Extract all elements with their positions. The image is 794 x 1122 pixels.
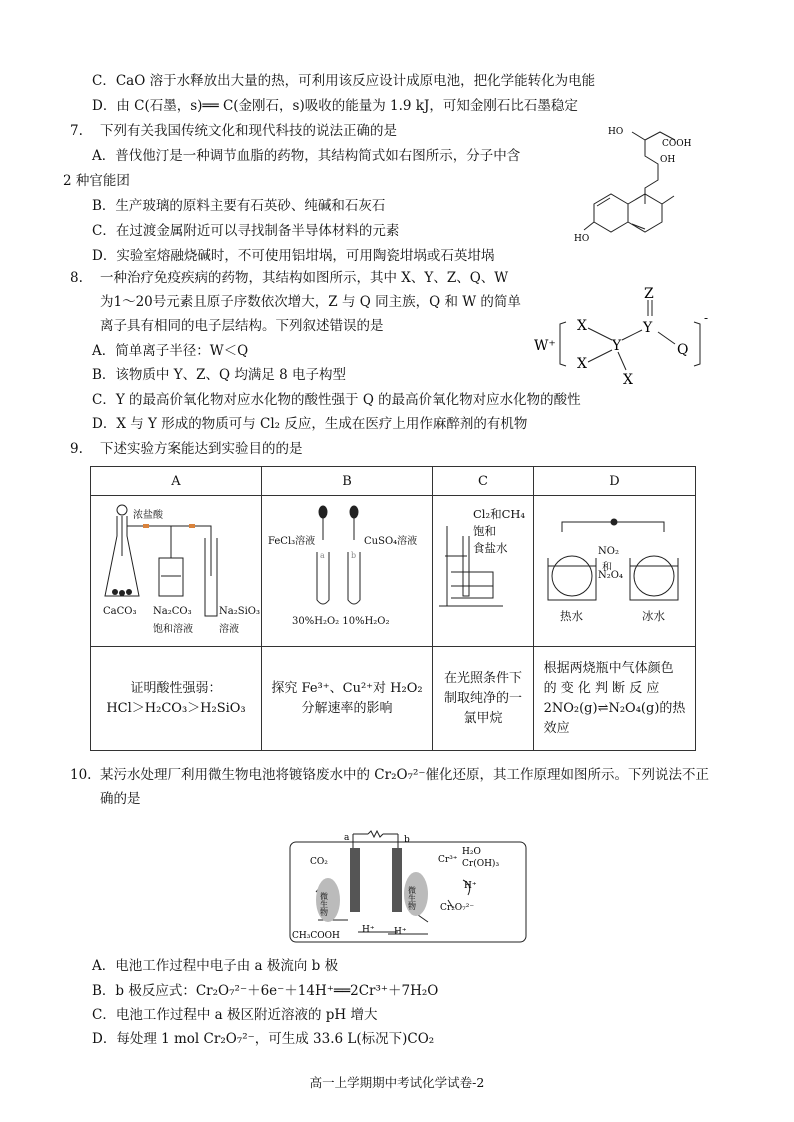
q9-header-d: D (534, 467, 696, 496)
label-hot-water: 热水 (560, 609, 583, 623)
structure-ho-top: HO (608, 127, 624, 137)
label-ch3cooh: CH₃COOH (292, 931, 340, 941)
label-h-plus-2: H⁺ (394, 927, 407, 937)
label-and: 和 (602, 562, 612, 573)
q9-desc-c-3: 氯甲烷 (463, 710, 503, 726)
q8-structure (530, 280, 720, 390)
q10-option-a: A．电池工作过程中电子由 a 极流向 b 极 (92, 958, 339, 974)
label-h2o: H₂O (462, 847, 481, 857)
label-microbe-a: 微生物 (319, 892, 329, 916)
q8-stem-2: 为1～20号元素且原子序数依次增大，Z 与 Q 同主族，Q 和 W 的简单 (100, 294, 521, 310)
q9-table (90, 466, 696, 751)
label-no2: NO₂ (598, 546, 619, 557)
q9-desc-d (534, 647, 696, 751)
q8-stem-3: 离子具有相同的电子层结构。下列叙述错误的是 (100, 318, 384, 334)
q8-option-d: D．X 与 Y 形成的物质可与 Cl₂ 反应，生成在医疗上用作麻醉剂的有机物 (92, 416, 528, 432)
label-microbe-b: 微生物 (407, 886, 417, 910)
struct-w: W⁺ (534, 338, 556, 354)
label-na2sio3: Na₂SiO₃ (219, 606, 260, 617)
struct-x3: X (623, 372, 633, 388)
label-na2co3: Na₂CO₃ (153, 606, 192, 617)
struct-q: Q (677, 342, 689, 358)
q9-header-b: B (262, 467, 433, 496)
q9-desc-a-2: HCl＞H₂CO₃＞H₂SiO₃ (106, 700, 246, 716)
svg-text:b: b (351, 551, 357, 560)
label-ice-water: 冰水 (642, 609, 665, 623)
q9-desc-d-2: 的 变 化 判 断 反 应 (543, 680, 660, 696)
q9-desc-c (433, 647, 534, 751)
label-cr2o7: Cr₂O₇²⁻ (440, 903, 475, 913)
q9-desc-b-2: 分解速率的影响 (301, 700, 393, 716)
label-brine: 食盐水 (473, 541, 508, 555)
page-footer: 高一上学期期中考试化学试卷-2 (309, 1075, 485, 1090)
struct-charge: - (704, 311, 709, 325)
q8-option-c: C．Y 的最高价氧化物对应水化物的酸性强于 Q 的最高价氧化物对应水化物的酸性 (92, 392, 581, 408)
label-co2: CO₂ (310, 857, 328, 867)
label-c-saturated: 饱和 (473, 524, 496, 538)
struct-z: Z (644, 286, 654, 302)
q9-diagram-b (262, 496, 433, 647)
q9-desc-a (91, 647, 262, 751)
structure-cooh: COOH (662, 139, 692, 149)
q9-desc-b-1: 探究 Fe³⁺、Cu²⁺对 H₂O₂ (271, 680, 423, 696)
q10-option-b: B．b 极反应式：Cr₂O₇²⁻＋6e⁻＋14H⁺══2Cr³⁺＋7H₂O (92, 983, 439, 999)
q9-number: 9. (70, 441, 83, 457)
q9-stem: 下述实验方案能达到实验目的的是 (100, 441, 303, 457)
q10-stem-1: 某污水处理厂利用微生物电池将镀铬废水中的 Cr₂O₇²⁻催化还原，其工作原理如图所示。下列说法不正 (100, 767, 710, 783)
q9-desc-a-1: 证明酸性强弱： (130, 680, 222, 696)
q8-option-b: B．该物质中 Y、Z、Q 均满足 8 电子构型 (92, 367, 347, 383)
q7-option-a-cont: 2 种官能团 (63, 173, 130, 189)
q9-diagram-a (91, 496, 262, 647)
q9-desc-d-3: 2NO₂(g)⇌N₂O₄(g)的热 (543, 700, 686, 716)
q8-stem-1: 一种治疗免疫疾病的药物，其结构如图所示，其中 X、Y、Z、Q、W (100, 270, 509, 286)
label-cr3: Cr³⁺ (438, 855, 458, 865)
label-solution: 溶液 (219, 624, 239, 635)
label-n2o4: N₂O₄ (598, 570, 623, 581)
q7-option-a: A．普伐他汀是一种调节血脂的药物，其结构简式如右图所示，分子中含 (92, 148, 521, 164)
q9-desc-d-1: 根据两烧瓶中气体颜色 (543, 660, 674, 676)
label-croh3: Cr(OH)₃ (462, 859, 500, 869)
q7-stem: 下列有关我国传统文化和现代科技的说法正确的是 (100, 123, 397, 139)
label-cuso4: CuSO₄溶液 (364, 536, 418, 547)
svg-text:a: a (320, 551, 325, 560)
struct-y1: Y (612, 338, 622, 354)
q7-option-c: C．在过渡金属附近可以寻找制备半导体材料的元素 (92, 223, 400, 239)
struct-y2: Y (643, 320, 653, 336)
q9-diagram-c (433, 496, 534, 647)
q10-number: 10. (70, 767, 92, 783)
struct-x1: X (577, 318, 587, 334)
q8-number: 8. (70, 270, 83, 286)
label-saturated: 饱和溶液 (153, 624, 193, 635)
structure-oh: OH (660, 155, 676, 165)
q10-stem-2: 确的是 (100, 791, 141, 807)
microbial-cell-diagram (288, 830, 528, 944)
struct-x2: X (577, 356, 587, 372)
label-fecl3: FeCl₃溶液 (268, 536, 316, 547)
label-h-plus-3: H⁺ (464, 881, 477, 891)
label-h2o2: 30%H₂O₂ 10%H₂O₂ (292, 616, 390, 627)
q7-option-d: D．实验室熔融烧碱时，不可使用铝坩埚，可用陶瓷坩埚或石英坩埚 (92, 248, 495, 264)
q6-option-d: D．由 C(石墨，s)══ C(金刚石，s)吸收的能量为 1.9 kJ，可知金刚石比石墨稳定 (92, 98, 578, 114)
electrode-b: b (404, 835, 410, 845)
electrode-a: a (344, 833, 350, 843)
pravastatin-structure (570, 118, 710, 248)
q9-desc-c-1: 在光照条件下 (443, 670, 522, 686)
q9-desc-c-2: 制取纯净的一 (443, 690, 522, 706)
label-h-plus-1: H⁺ (362, 925, 375, 935)
q7-number: 7. (70, 123, 83, 139)
label-cl2-ch4: Cl₂和CH₄ (473, 507, 526, 521)
q9-desc-b (262, 647, 433, 751)
q9-header-c: C (433, 467, 534, 496)
structure-ho-bottom: HO (574, 234, 590, 244)
q9-diagram-d (534, 496, 696, 647)
q9-desc-d-4: 效应 (543, 720, 570, 736)
q9-header-a: A (91, 467, 262, 496)
q8-option-a: A．简单离子半径：W＜Q (92, 343, 249, 359)
label-conc-hcl: 浓盐酸 (133, 510, 163, 521)
label-caco3: CaCO₃ (103, 606, 137, 617)
q10-option-c: C．电池工作过程中 a 极区附近溶液的 pH 增大 (92, 1007, 378, 1023)
q6-option-c: C．CaO 溶于水释放出大量的热，可利用该反应设计成原电池，把化学能转化为电能 (92, 73, 596, 89)
q7-option-b: B．生产玻璃的原料主要有石英砂、纯碱和石灰石 (92, 198, 386, 214)
q10-option-d: D．每处理 1 mol Cr₂O₇²⁻，可生成 33.6 L(标况下)CO₂ (92, 1031, 435, 1047)
